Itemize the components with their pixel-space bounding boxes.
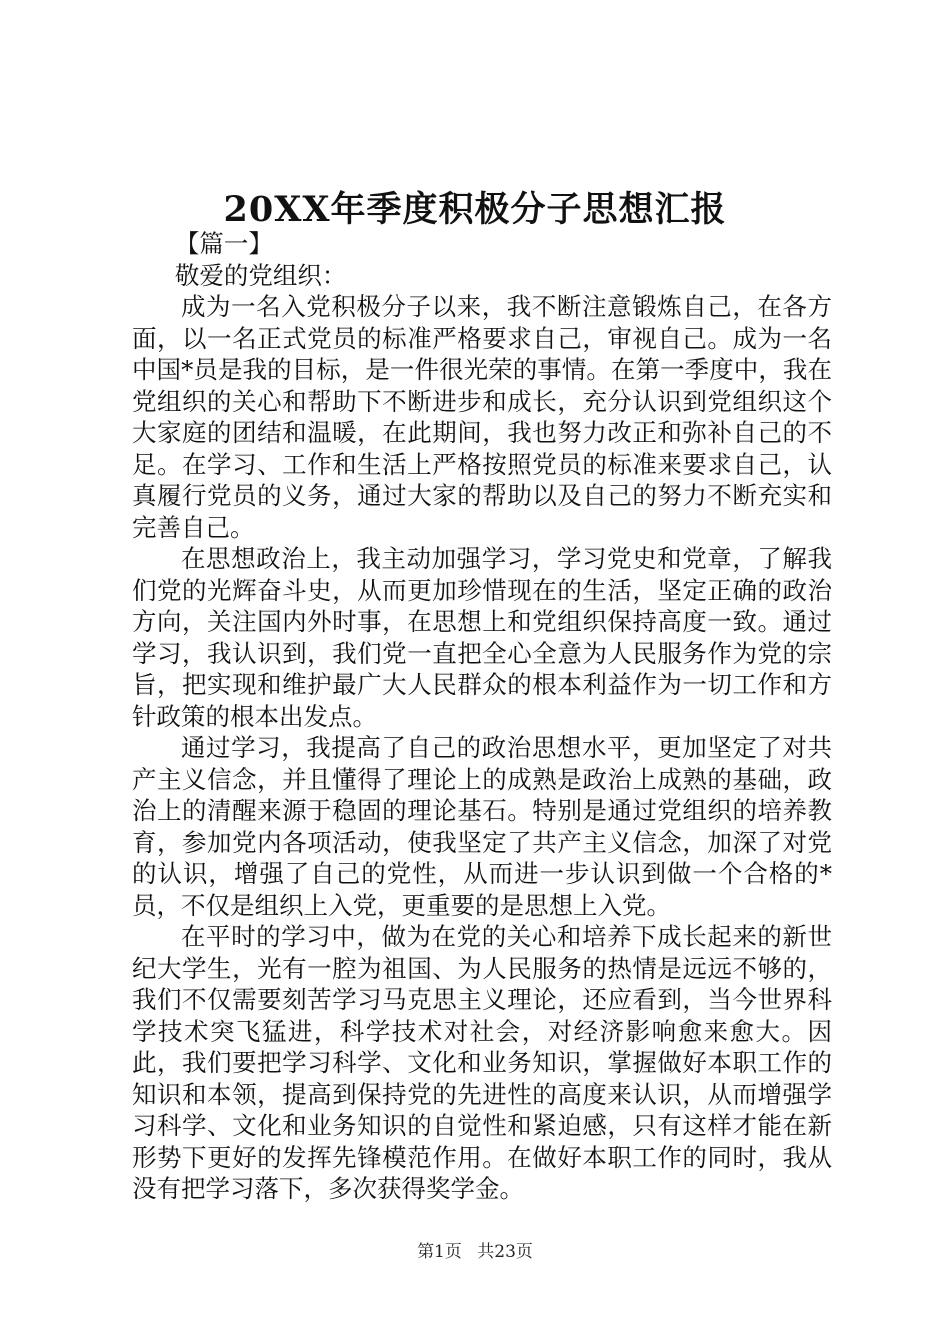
section-label: 【篇一】	[174, 229, 273, 258]
page-footer	[0, 1240, 950, 1264]
paragraph-3: 通过学习，我提高了自己的政治思想水平，更加坚定了对共产主义信念，并且懂得了理论上的成熟是政治上成熟的基础，政治上的清醒来源于稳固的理论基石。特别是通过党组织的培养教育，参加党内各项活动，使我坚定了共产主义信念，加深了对党的认识，增强了自己的党性，从而进一步认识到做一个合格的*员，不仅是组织上入党，更重要的是思想上入党。	[132, 733, 832, 920]
paragraph-2: 在思想政治上，我主动加强学习，学习党史和党章，了解我们党的光辉奋斗史，从而更加珍惜现在的生活，坚定正确的政治方向，关注国内外时事，在思想上和党组织保持高度一致。通过学习，我认识到，我们党一直把全心全意为人民服务作为党的宗旨，把实现和维护最广大人民群众的根本利益作为一切工作和方针政策的根本出发点。	[132, 544, 832, 731]
page-number: 第1页	[417, 1242, 462, 1262]
document-title: 20XX年季度积极分子思想汇报	[223, 189, 727, 230]
document-body	[132, 228, 832, 1205]
paragraph-1: 成为一名入党积极分子以来，我不断注意锻炼自己，在各方面，以一名正式党员的标准严格要求自己，审视自己。成为一名中国*员是我的目标，是一件很光荣的事情。在第一季度中，我在党组织的关心和帮助下不断进步和成长，充分认识到党组织这个大家庭的团结和温暖，在此期间，我也努力改正和弥补自己的不足。在学习、工作和生活上严格按照党员的标准来要求自己，认真履行党员的义务，通过大家的帮助以及自己的努力不断充实和完善自己。	[132, 292, 832, 542]
paragraph-4: 在平时的学习中，做为在党的关心和培养下成长起来的新世纪大学生，光有一腔为祖国、为人民服务的热情是远远不够的，我们不仅需要刻苦学习马克思主义理论，还应看到，当今世界科学技术突飞猛进，科学技术对社会，对经济影响愈来愈大。因此，我们要把学习科学、文化和业务知识，掌握做好本职工作的知识和本领，提高到保持党的先进性的高度来认识，从而增强学习科学、文化和业务知识的自觉性和紧迫感，只有这样才能在新形势下更好的发挥先锋模范作用。在做好本职工作的同时，我从没有把学习落下，多次获得奖学金。	[132, 922, 832, 1203]
page-total: 共23页	[477, 1242, 533, 1262]
salutation: 敬爱的党组织：	[174, 260, 347, 290]
